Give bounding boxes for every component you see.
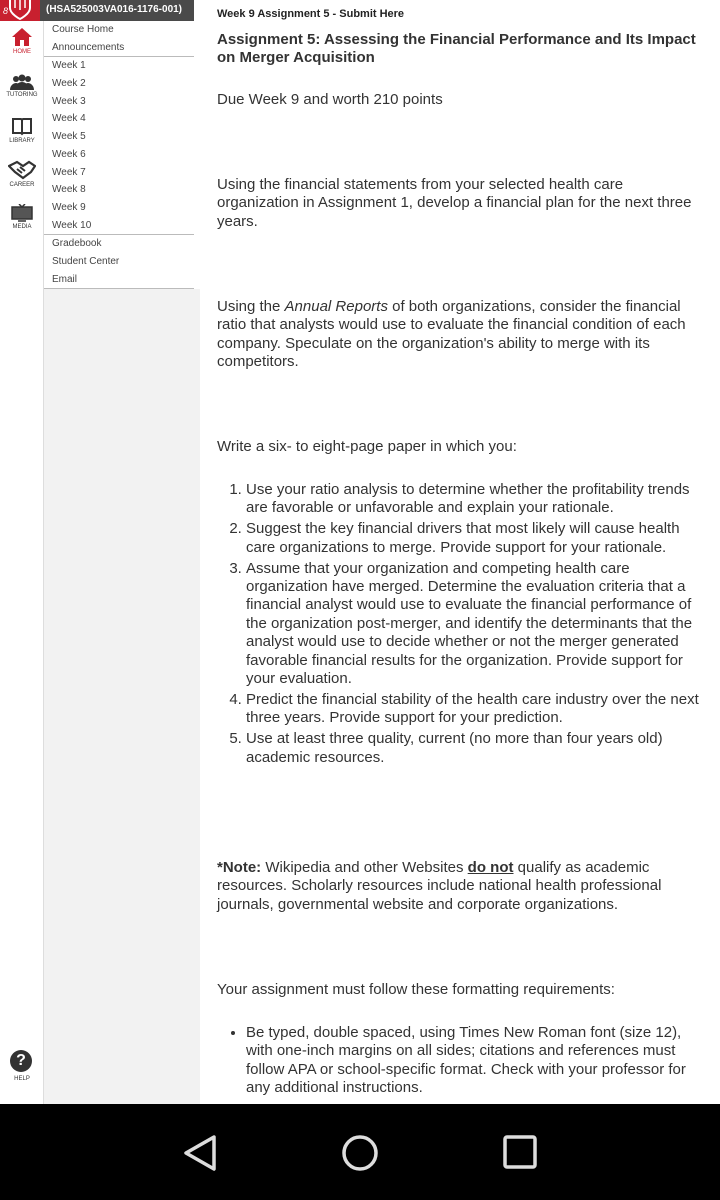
menu-week[interactable]: Week 8 [52,184,86,196]
breadcrumb[interactable]: Week 9 Assignment 5 - Submit Here [217,8,405,20]
menu-student-center[interactable]: Student Center [52,255,120,267]
menu-week[interactable]: Week 4 [52,113,86,125]
menu-week[interactable]: Week 6 [52,148,86,160]
menu-week[interactable]: Week 7 [52,166,86,178]
paragraph-ratio [217,298,702,372]
menu-announcements[interactable]: Announcements [52,41,125,53]
rail-label: TUTORING [6,92,38,98]
course-menu [44,21,194,289]
logo-digit: 8 [3,6,9,16]
list-item: • Be typed, double spaced, using Times New Roman font (size 12), with one-inch margins on all sides; citations and references must follow APA or school-specific format. Check with your professor for any additional instructions. [246,1024,702,1098]
help-icon: ? [10,1050,32,1072]
menu-group-weeks [44,57,194,235]
format-intro: Your assignment must follow these formatting requirements: [217,981,615,998]
home-icon [11,27,33,47]
format-list [217,1024,702,1100]
menu-week[interactable]: Week 10 [52,219,92,231]
list-item: 5. Use at least three quality, current (no more than four years old) academic resources. [246,730,702,767]
menu-group-top [44,21,194,57]
rail-label: MEDIA [12,224,32,230]
list-item: 2. Suggest the key financial drivers that most likely will cause health care organizations to merge. Provide support for your rationale. [246,520,702,557]
recents-icon[interactable] [503,1135,537,1169]
menu-week[interactable]: Week 3 [52,95,86,107]
rail-tutoring[interactable] [0,74,44,98]
menu-week[interactable]: Week 5 [52,131,86,143]
paragraph-intro: Write a six- to eight-page paper in which you: [217,438,517,455]
list-item: 3. Assume that your organization and competing health care organization have merged. Determine the evaluation criteria that a financial analyst would use to evaluate the financial performance of the organization post-merger, and identify the determinants that the analyst would use to decide whether or not the merger generated favorable financial results for the organization. Provide support for your evaluation. [246,560,702,689]
help-button[interactable] [10,1050,34,1082]
rail-library[interactable] [0,116,44,144]
menu-course-home[interactable]: Course Home [52,24,114,35]
note-label: *Note: [217,859,262,876]
rail-media[interactable] [0,204,44,230]
rail-label: HOME [13,49,31,55]
home-circle-icon[interactable] [341,1134,379,1172]
book-icon [11,116,33,136]
due-text: Due Week 9 and worth 210 points [217,91,443,108]
menu-week[interactable]: Week 2 [52,78,86,90]
menu-email[interactable]: Email [52,273,78,285]
back-icon[interactable] [182,1134,218,1172]
people-icon [9,74,35,90]
page-title: Assignment 5: Assessing the Financial Performance and Its Impact on Merger Acquisition [217,31,696,66]
tv-icon [11,204,33,222]
list-item: 1. Use your ratio analysis to determine whether the profitability trends are favorable or unfavorable and explain your rationale. [246,481,702,518]
university-logo[interactable] [0,0,40,21]
annual-reports-emphasis: Annual Reports [284,298,388,315]
do-not-emphasis: do not [467,859,514,876]
text: Using the [217,298,285,315]
help-label: HELP [14,1076,30,1082]
course-title-bar[interactable]: (HSA525003VA016-1176-001) [40,0,194,21]
note-paragraph [217,859,702,914]
rail-label: LIBRARY [9,138,35,144]
menu-gradebook[interactable]: Gradebook [52,238,102,250]
menu-week[interactable]: Week 1 [52,60,86,72]
requirements-list [217,481,702,770]
rail-label: CAREER [9,182,35,188]
rail-home[interactable] [0,27,44,55]
list-item: 4. Predict the financial stability of the health care industry over the next three years. Provide support for your prediction. [246,691,702,728]
menu-week[interactable]: Week 9 [52,201,86,213]
icon-rail [0,0,44,1104]
sidebar-background [44,289,200,1104]
handshake-icon [8,160,36,180]
text: of both organizations, consider the financial ratio that analysts would use to evaluate the financial condition of each company. Speculate on the organization's ability to merge with its competitors. [217,298,686,371]
menu-group-bottom [44,235,194,289]
text: Wikipedia and other Websites [261,859,468,876]
rail-career[interactable] [0,160,44,188]
text: qualify as academic resources. Scholarly resources include national health professional journals, governmental website and corporate organizations. [217,859,662,913]
android-nav-bar [0,1104,720,1200]
paragraph-plan: Using the financial statements from your selected health care organization in Assignment 1, develop a financial plan for the next three years. [217,176,692,230]
